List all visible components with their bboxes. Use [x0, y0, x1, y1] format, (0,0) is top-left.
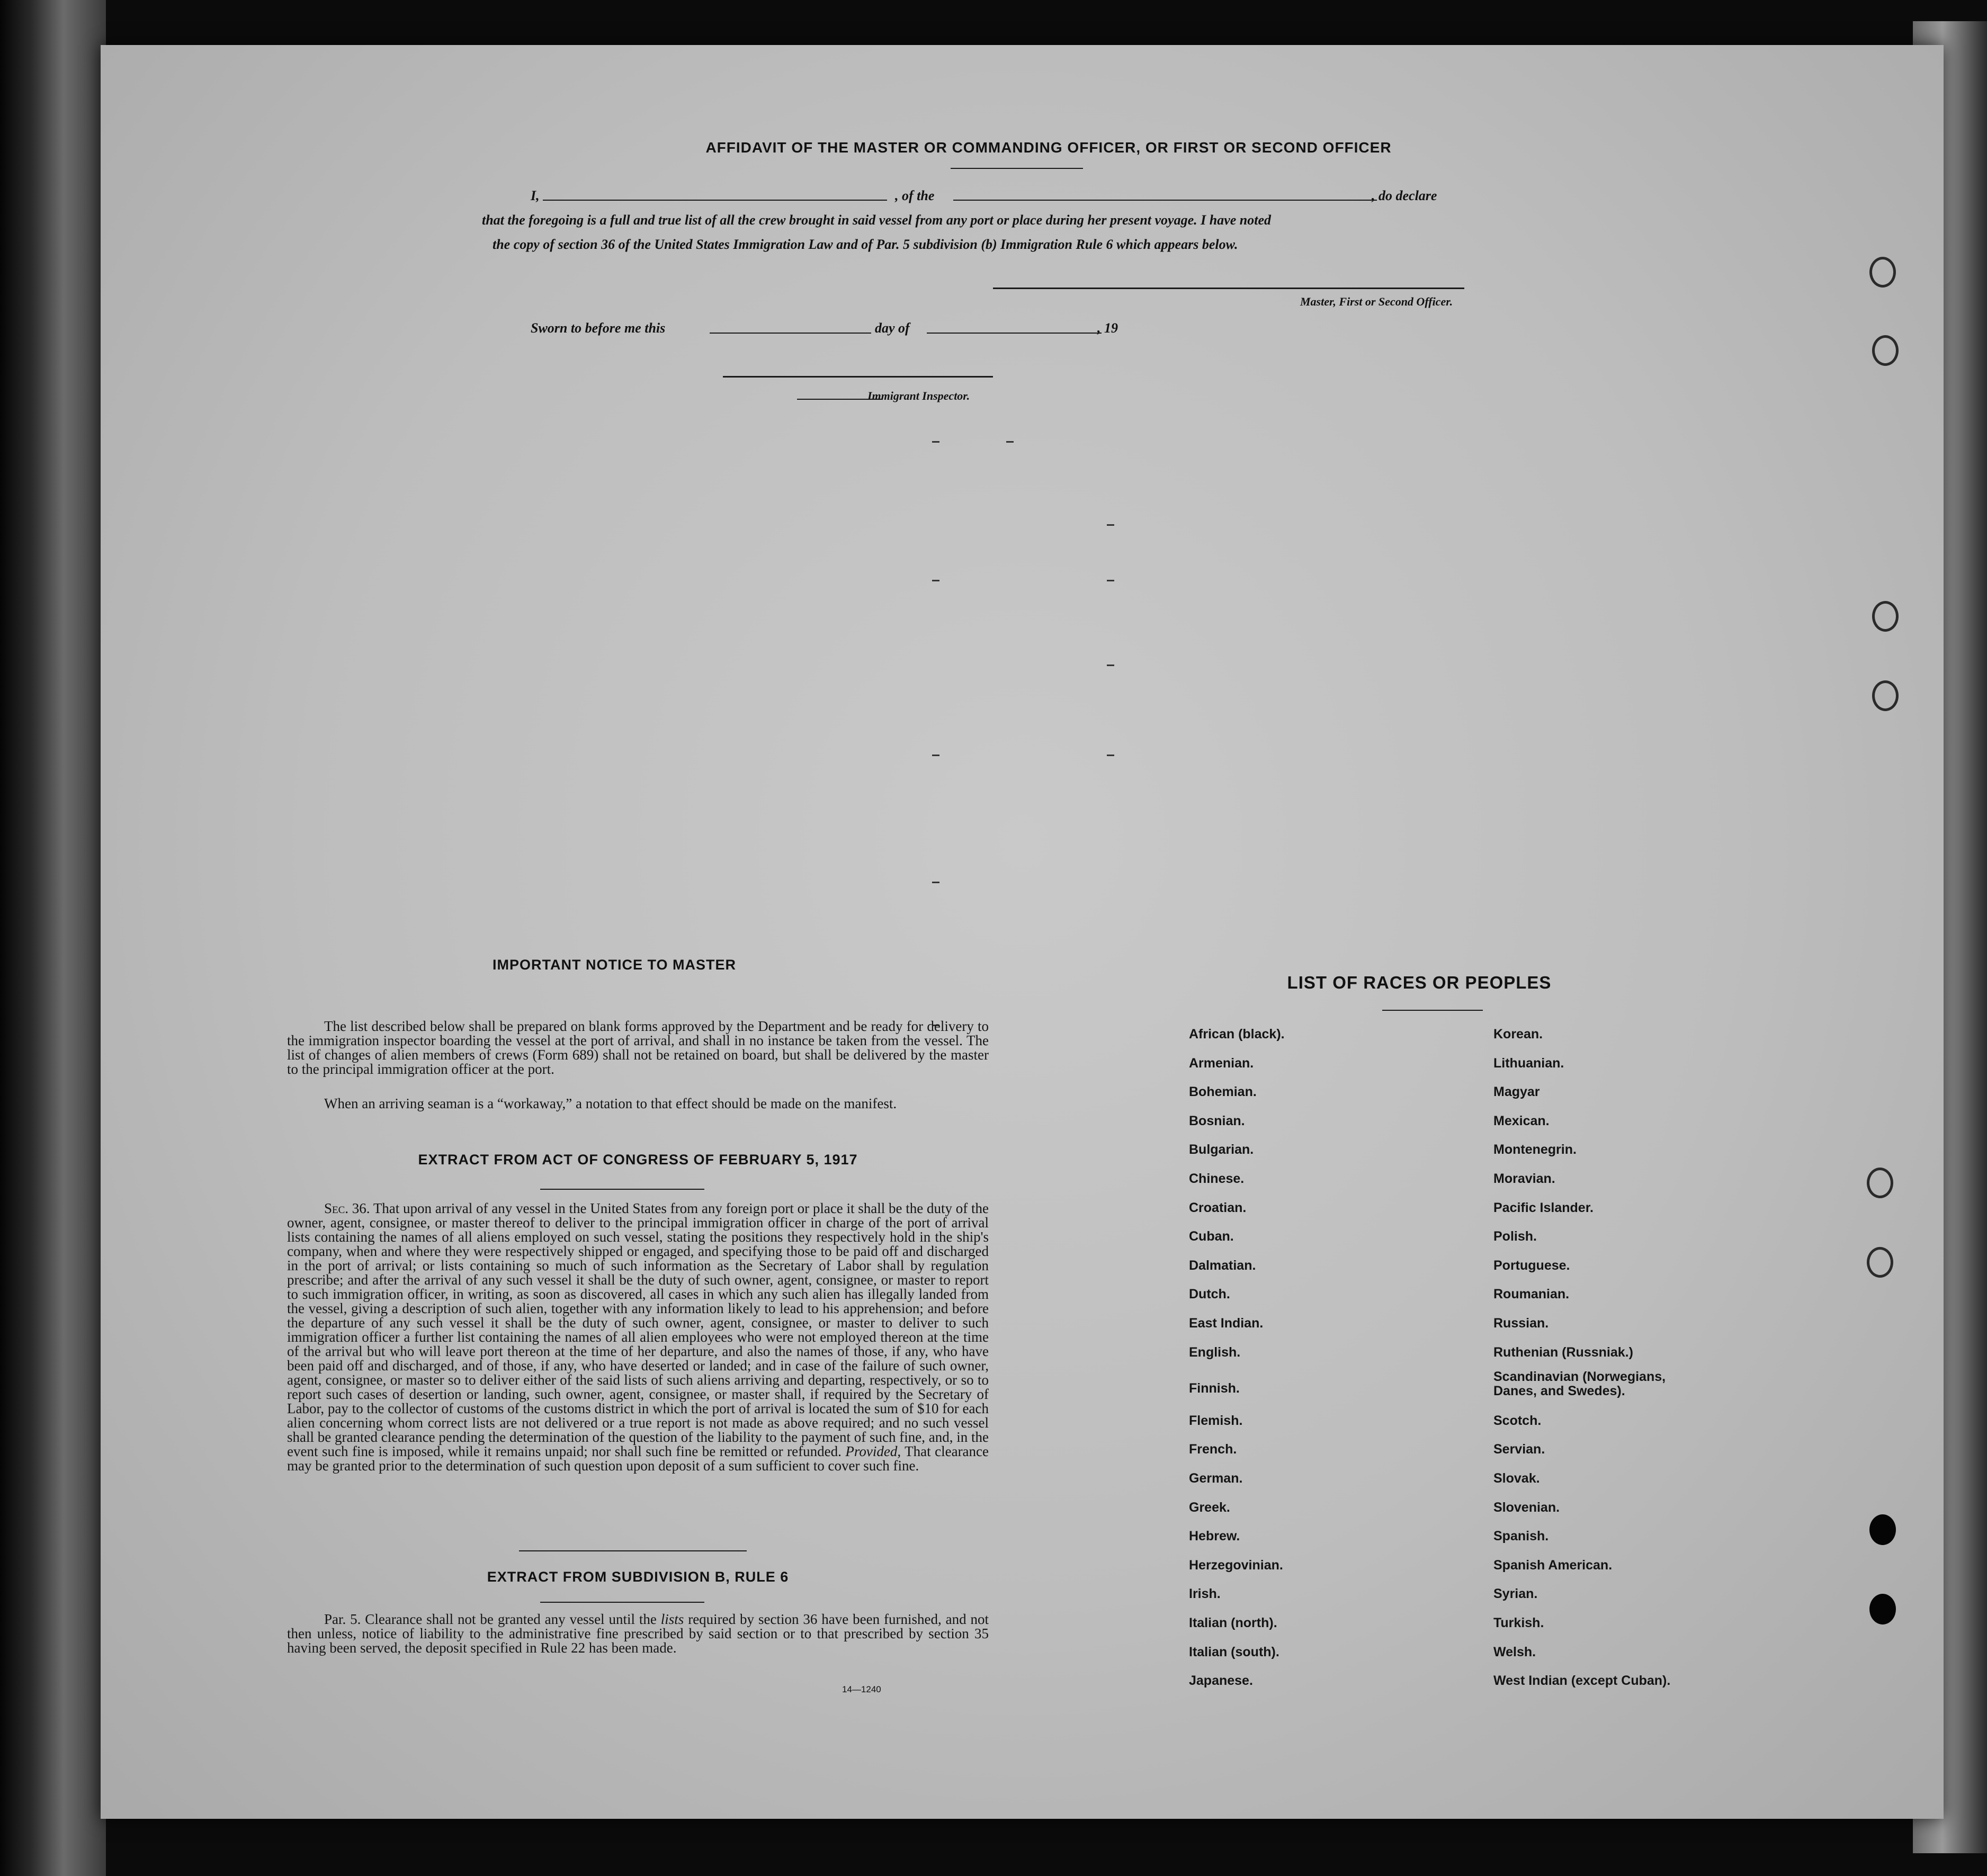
race-item: Scotch.	[1493, 1413, 1542, 1428]
affidavit-line1-suffix: , do declare	[1372, 188, 1437, 203]
vessel-blank-line	[953, 200, 1377, 201]
notice-title: IMPORTANT NOTICE TO MASTER	[493, 957, 736, 973]
binder-hole-icon	[1869, 1514, 1896, 1545]
race-item: Cuban.	[1189, 1229, 1234, 1244]
race-item: Bohemian.	[1189, 1084, 1257, 1100]
signature-label: Master, First or Second Officer.	[1300, 295, 1453, 308]
race-item: Finnish.	[1189, 1381, 1240, 1396]
notice-paragraph-2: When an arriving seaman is a “workaway,” a notation to that effect should be made on the manifest.	[324, 1096, 897, 1111]
binder-hole-icon	[1872, 601, 1899, 632]
sworn-year-label: , 19	[1097, 320, 1118, 336]
race-item: Dutch.	[1189, 1287, 1230, 1302]
bleed-mark	[1107, 755, 1114, 756]
races-title: LIST OF RACES OR PEOPLES	[1287, 973, 1552, 992]
inspector-signature-line	[723, 376, 993, 378]
sworn-day-line	[710, 333, 871, 334]
divider	[951, 168, 1083, 169]
extract-rule-body	[287, 1612, 989, 1655]
bleed-mark	[932, 580, 939, 581]
divider	[519, 1550, 747, 1551]
rule-text-a: Par. 5. Clearance shall not be granted any vessel until the	[324, 1611, 657, 1627]
bleed-mark	[932, 441, 939, 443]
race-item: Japanese.	[1189, 1673, 1253, 1689]
race-item: East Indian.	[1189, 1316, 1264, 1331]
sworn-month-line	[927, 333, 1102, 334]
affidavit-title: AFFIDAVIT OF THE MASTER OR COMMANDING OFFICER, OR FIRST OR SECOND OFFICER	[705, 139, 1392, 156]
provided-label: Provided,	[845, 1443, 901, 1459]
race-item: Servian.	[1493, 1442, 1545, 1457]
race-item: Dalmatian.	[1189, 1258, 1256, 1273]
race-item: Spanish American.	[1493, 1557, 1613, 1573]
race-item: Irish.	[1189, 1586, 1221, 1602]
binder-hole-icon	[1869, 1594, 1896, 1624]
race-item: Polish.	[1493, 1229, 1537, 1244]
race-item: Russian.	[1493, 1316, 1549, 1331]
race-item: Portuguese.	[1493, 1258, 1570, 1273]
race-item: French.	[1189, 1442, 1237, 1457]
binder-hole-icon	[1872, 680, 1899, 711]
affidavit-line1-mid: , of the	[895, 188, 935, 203]
race-item: Italian (north).	[1189, 1615, 1277, 1630]
notice-paragraph-1: The list described below shall be prepared on blank forms approved by the Department and be ready for delivery to the immigration inspector boarding the vessel at the port of arrival, and shall in no instance be taken from the vessel. The list of changes of alien members of crews (Form 689) shall not be retained on board, but shall be delivered by the master to the principal immigration officer at the port.	[287, 1018, 989, 1077]
bleed-mark	[932, 882, 939, 883]
race-item: Armenian.	[1189, 1055, 1254, 1071]
race-item: Slovak.	[1493, 1471, 1540, 1486]
race-item: Spanish.	[1493, 1529, 1549, 1544]
race-item: Herzegovinian.	[1189, 1557, 1283, 1573]
race-item: Ruthenian (Russniak.)	[1493, 1344, 1633, 1360]
rule-text-b: required by section 36 have been furnished, and not then unless, notice of liability to the administrative fine prescribed by said section or to that prescribed by section 35 having been served, the deposit specified in Rule 22 has been made.	[287, 1611, 989, 1656]
binder-hole-icon	[1867, 1247, 1893, 1278]
affidavit-line2: that the foregoing is a full and true list of all the crew brought in said vessel from any port or place during her present voyage. I have noted	[482, 212, 1272, 228]
race-item: Greek.	[1189, 1500, 1230, 1515]
rule-lists-word: lists	[660, 1611, 684, 1627]
race-item: Scandinavian (Norwegians, Danes, and Swedes).	[1493, 1369, 1666, 1399]
extract-act-title: EXTRACT FROM ACT OF CONGRESS OF FEBRUARY 5, 1917	[418, 1152, 858, 1168]
race-item: Magyar	[1493, 1084, 1540, 1100]
race-item: Bosnian.	[1189, 1113, 1245, 1128]
form-page	[101, 45, 1944, 1819]
race-item: Chinese.	[1189, 1171, 1245, 1186]
race-item: Slovenian.	[1493, 1500, 1560, 1515]
bleed-mark	[1107, 665, 1114, 666]
race-item: Roumanian.	[1493, 1287, 1570, 1302]
provided-text: That clearance may be granted prior to the determination of such question upon deposit of a sum sufficient to cover such fine.	[287, 1443, 989, 1474]
race-item: English.	[1189, 1344, 1241, 1360]
affidavit-line3: the copy of section 36 of the United States Immigration Law and of Par. 5 subdivision (b) Immigration Rule 6 which appears below.	[493, 237, 1238, 252]
race-item: Bulgarian.	[1189, 1142, 1254, 1157]
extract-rule-title: EXTRACT FROM SUBDIVISION B, RULE 6	[487, 1569, 789, 1585]
sworn-prefix: Sworn to before me this	[531, 320, 666, 336]
bleed-mark	[1006, 441, 1014, 443]
race-item: Italian (south).	[1189, 1644, 1279, 1659]
race-item: Pacific Islander.	[1493, 1200, 1594, 1215]
race-item: Montenegrin.	[1493, 1142, 1577, 1157]
bleed-mark	[932, 755, 939, 756]
race-item: Moravian.	[1493, 1171, 1555, 1186]
race-item: West Indian (except Cuban).	[1493, 1673, 1671, 1689]
race-item: Lithuanian.	[1493, 1055, 1564, 1071]
race-item: Hebrew.	[1189, 1529, 1240, 1544]
race-item: Croatian.	[1189, 1200, 1247, 1215]
divider	[540, 1189, 704, 1190]
binder-hole-icon	[1867, 1168, 1893, 1198]
race-item: African (black).	[1189, 1027, 1285, 1042]
race-item: Flemish.	[1189, 1413, 1243, 1428]
race-item: German.	[1189, 1471, 1243, 1486]
bleed-mark	[1107, 580, 1114, 581]
form-number: 14—1240	[842, 1684, 881, 1694]
divider	[540, 1602, 704, 1603]
scan-left-edge	[0, 0, 106, 1876]
race-item: Mexican.	[1493, 1113, 1550, 1128]
divider	[1382, 1010, 1483, 1011]
sworn-day-label: day of	[875, 320, 910, 336]
race-item: Welsh.	[1493, 1644, 1536, 1659]
inspector-label: Immigrant Inspector.	[867, 389, 970, 402]
section-label: Sec. 36.	[324, 1200, 370, 1216]
race-item: Korean.	[1493, 1027, 1543, 1042]
bleed-mark	[1107, 524, 1114, 526]
section-36-text: That upon arrival of any vessel in the United States from any foreign port or place it shall be the duty of the owner, agent, consignee, or master thereof to deliver to the principal immigration officer in charge of the port of arrival lists containing the names of all aliens employed on such vessel, stating the positions they respectively hold in the ship's company, when and where they were respectively shipped or engaged, and specifying those to be paid off and discharged in the port of arrival; or lists containing so much of such information as the Secretary of Labor shall by regulation prescribe; and after the arrival of any such vessel it shall be the duty of such owner, agent, consignee, or master to report to such immigration officer, in writing, as soon as discovered, all cases in which any such alien has illegally landed from the vessel, giving a description of such alien, together with any information likely to lead to his apprehension; and before the departure of any such vessel it shall be the duty of such owner, agent, consignee, or master to deliver to such immigration officer a further list containing the names of all alien employees who were not employed thereon at the time of the arrival but who will leave port thereon at the time of her departure, and also the names of those, if any, who have been paid off and discharged, and of those, if any, who have deserted or landed; and in case of the failure of such owner, agent, consignee, or master so to deliver either of the said lists of such aliens arriving and departing, respectively, or so to report such cases of desertion or landing, such owner, agent, consignee, or master shall, if required by the Secretary of Labor, pay to the collector of customs of the customs district in which the port of arrival is located the sum of $10 for each alien concerning whom correct lists are not delivered or a true report is not made as above required; and no such vessel shall be granted clearance pending the determination of the question of the liability to the payment of such fine, and, in the event such fine is imposed, while it remains unpaid; nor shall such fine be remitted or refunded.	[287, 1200, 989, 1459]
binder-hole-icon	[1869, 257, 1896, 288]
race-item: Syrian.	[1493, 1586, 1538, 1602]
signature-line	[993, 288, 1464, 289]
affidavit-line1-prefix: I,	[531, 188, 540, 203]
race-item: Turkish.	[1493, 1615, 1544, 1630]
extract-act-body	[287, 1201, 989, 1473]
name-blank-line	[543, 200, 887, 201]
binder-hole-icon	[1872, 335, 1899, 366]
